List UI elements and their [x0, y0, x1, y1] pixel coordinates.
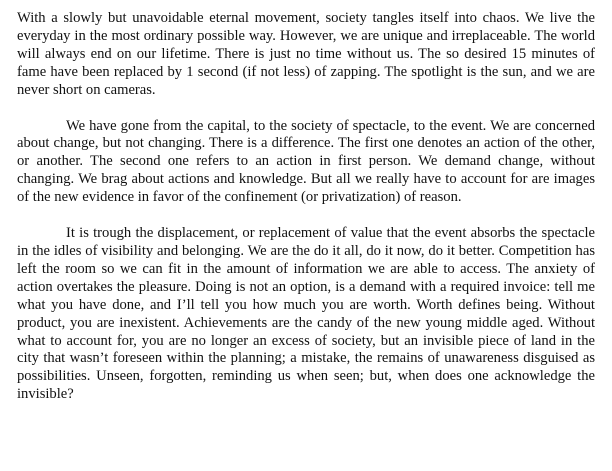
- paragraph-1: With a slowly but unavoidable eternal movement, society tangles itself into chaos. We live the everyday in the most ordinary possible way. However, we are unique and irreplaceable. The world will always end on our lifetime. There is just no time without us. The so desired 15 minutes of fame have been replaced by 1 second (if not less) of zapping. The spotlight is the sun, and we are never short on cameras.: [17, 10, 595, 98]
- paragraph-3: It is trough the displacement, or replacement of value that the event absorbs the spectacle in the idles of visibility and belonging. We are the do it all, do it now, do it better. Competition has left the room so we can fit in the amount of information we are able to access. The anxiety of action overtakes the pleasure. Doing is not an option, is a demand with a required invoice: tell me what you have done, and I’ll tell you how much you are worth. Worth defines being. Without product, you are inexistent. Achievements are the candy of the new young middle aged. Without what to account for, you are no longer an excess of society, but an invisible piece of land in the city that wasn’t foreseen within the planning; a mistake, the remains of unawareness disguised as possibilities. Unseen, forgotten, reminding us when seen; but, when does one acknowledge the invisible?: [17, 225, 595, 403]
- paragraph-2: We have gone from the capital, to the society of spectacle, to the event. We are concerned about change, but not changing. There is a difference. The first one denotes an action of the other, or another. The second one refers to an action in first person. We demand change, without changing. We brag about actions and knowledge. But all we really have to account for are images of the new evidence in favor of the confinement (or privatization) of reason.: [17, 117, 595, 206]
- document-page: [17, 10, 595, 404]
